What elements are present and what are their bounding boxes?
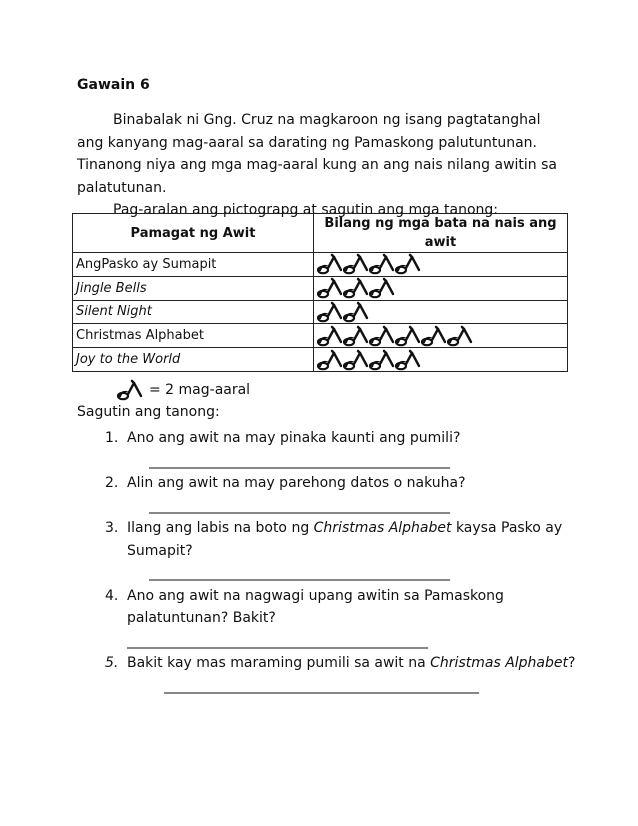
- question-text: Ano ang awit na nagwagi upang awitin sa Pamaskong palatuntunan? Bakit?: [127, 587, 504, 626]
- table-row: [73, 348, 568, 372]
- pictograph-table: [72, 213, 568, 372]
- intro-paragraph: Binabalak ni Gng. Cruz na magkaroon ng isang pagtatanghal ang kanyang mag-aaral sa darating ng Pamaskong palutuntunan. Tinanong niya ang mga mag-aaral kung an ang nais nilang awitin sa palatutunan.: [77, 112, 557, 196]
- song-title-cell: AngPasko ay Sumapit: [73, 253, 314, 277]
- question-text: Alin ang awit na may parehong datos o nakuha?: [127, 475, 466, 491]
- question-number: 3.: [105, 520, 119, 536]
- question-list: [77, 427, 577, 697]
- music-note-icon: [421, 325, 447, 347]
- music-note-icon: [317, 253, 343, 275]
- question-item: [77, 585, 577, 653]
- table-row: [73, 300, 568, 324]
- icon-count-cell: [314, 276, 568, 300]
- icon-row: [317, 253, 564, 275]
- table-row: [73, 324, 568, 348]
- icon-row: [317, 277, 564, 299]
- icon-count-cell: [314, 300, 568, 324]
- intro-text: [77, 109, 567, 222]
- music-note-icon: [317, 301, 343, 323]
- music-note-icon: [395, 325, 421, 347]
- question-item: [77, 517, 577, 585]
- music-note-icon: [369, 253, 395, 275]
- answer-blank[interactable]: ___________________________________________: [149, 497, 450, 514]
- answer-blank[interactable]: ___________________________________________: [127, 632, 428, 649]
- table-row: [73, 253, 568, 277]
- question-number: 5.: [105, 655, 119, 671]
- question-item: [77, 472, 577, 517]
- music-note-icon: [343, 277, 369, 299]
- answer-blank[interactable]: ___________________________________________: [149, 565, 450, 581]
- table-row: [73, 276, 568, 300]
- music-note-icon: [369, 277, 395, 299]
- music-note-icon: [395, 253, 421, 275]
- icon-row: [317, 325, 564, 347]
- question-number: 1.: [105, 430, 119, 446]
- song-title-cell: Joy to the World: [73, 348, 314, 372]
- music-note-icon: [343, 301, 369, 323]
- header-song-title: Pamagat ng Awit: [73, 214, 314, 253]
- music-note-icon: [117, 379, 143, 401]
- answer-blank[interactable]: ___________________________________________: [149, 452, 450, 469]
- legend-text: = 2 mag-aaral: [149, 382, 251, 398]
- question-number: 4.: [105, 587, 119, 604]
- question-text: Ilang ang labis na boto ng Christmas Alphabet kaysa Pasko ay Sumapit?: [127, 520, 563, 559]
- icon-count-cell: [314, 324, 568, 348]
- question-item: [77, 427, 577, 472]
- music-note-icon: [317, 325, 343, 347]
- activity-title: Gawain 6: [77, 77, 150, 93]
- music-note-icon: [447, 325, 473, 347]
- answer-blank[interactable]: _____________________________________________: [164, 677, 479, 694]
- question-text: Bakit kay mas maraming pumili sa awit na Christmas Alphabet?: [127, 655, 576, 671]
- question-text: Ano ang awit na may pinaka kaunti ang pumili?: [127, 430, 461, 446]
- song-title-cell: Jingle Bells: [73, 276, 314, 300]
- music-note-icon: [343, 253, 369, 275]
- question-item: [77, 652, 577, 697]
- music-note-icon: [317, 277, 343, 299]
- icon-row: [317, 349, 564, 371]
- pictograph-legend: [117, 379, 250, 401]
- music-note-icon: [317, 349, 343, 371]
- music-note-icon: [369, 349, 395, 371]
- icon-count-cell: [314, 253, 568, 277]
- questions-heading: Sagutin ang tanong:: [77, 404, 220, 420]
- music-note-icon: [369, 325, 395, 347]
- table-header-row: [73, 214, 568, 253]
- music-note-icon: [343, 349, 369, 371]
- header-count: Bilang ng mga bata na nais ang awit: [314, 214, 568, 253]
- song-title-cell: Christmas Alphabet: [73, 324, 314, 348]
- music-note-icon: [395, 349, 421, 371]
- icon-row: [317, 301, 564, 323]
- question-number: 2.: [105, 475, 119, 491]
- instruction-line: Pag-aralan ang pictograpg at sagutin ang mga tanong:: [113, 202, 498, 218]
- song-title-cell: Silent Night: [73, 300, 314, 324]
- icon-count-cell: [314, 348, 568, 372]
- music-note-icon: [343, 325, 369, 347]
